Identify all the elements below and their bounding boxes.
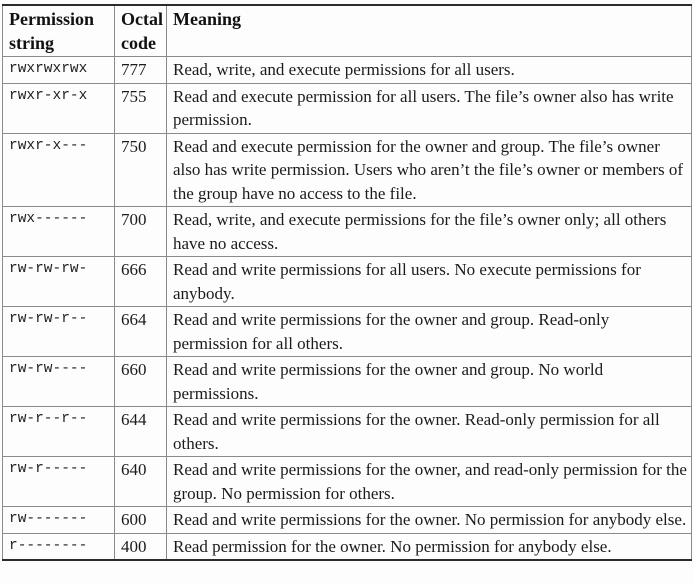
table-row <box>3 507 692 534</box>
octal-code-cell: 777 <box>115 57 167 84</box>
permission-string-cell: rwxrwxrwx <box>3 57 115 84</box>
permission-string-cell: rw-rw---- <box>3 357 115 407</box>
table-row <box>3 83 692 133</box>
octal-code-cell: 755 <box>115 83 167 133</box>
octal-code-cell: 400 <box>115 533 167 560</box>
octal-code-cell: 700 <box>115 207 167 257</box>
column-header-permission-string: Permission string <box>3 5 115 57</box>
permission-string-cell: rwxr-xr-x <box>3 83 115 133</box>
permission-string-cell: rw------- <box>3 507 115 534</box>
table-row <box>3 407 692 457</box>
table-row <box>3 457 692 507</box>
permission-string-cell: rw-r----- <box>3 457 115 507</box>
meaning-cell: Read and write permissions for the owner and group. No world permissions. <box>167 357 692 407</box>
octal-code-cell: 750 <box>115 133 167 207</box>
octal-code-cell: 640 <box>115 457 167 507</box>
octal-code-cell: 644 <box>115 407 167 457</box>
octal-code-cell: 660 <box>115 357 167 407</box>
meaning-cell: Read and write permissions for the owner, and read-only permission for the group. No permission for others. <box>167 457 692 507</box>
table-row <box>3 133 692 207</box>
meaning-cell: Read and write permissions for the owner. Read-only permission for all others. <box>167 407 692 457</box>
meaning-cell: Read, write, and execute permissions for all users. <box>167 57 692 84</box>
header-row <box>3 5 692 57</box>
permission-string-cell: rw-rw-rw- <box>3 257 115 307</box>
table-row <box>3 57 692 84</box>
octal-code-cell: 666 <box>115 257 167 307</box>
permission-string-cell: rwx------ <box>3 207 115 257</box>
column-header-meaning: Meaning <box>167 5 692 57</box>
meaning-cell: Read and write permissions for the owner and group. Read-only permission for all others. <box>167 307 692 357</box>
permission-string-cell: rwxr-x--- <box>3 133 115 207</box>
permission-string-cell: rw-rw-r-- <box>3 307 115 357</box>
table-row <box>3 533 692 560</box>
table-row <box>3 357 692 407</box>
meaning-cell: Read and execute permission for the owner and group. The file’s owner also has write permission. Users who aren’t the file’s owner or members of the group have no access to the file. <box>167 133 692 207</box>
permissions-table-header <box>3 5 692 57</box>
meaning-cell: Read permission for the owner. No permission for anybody else. <box>167 533 692 560</box>
octal-code-cell: 600 <box>115 507 167 534</box>
meaning-cell: Read and execute permission for all users. The file’s owner also has write permission. <box>167 83 692 133</box>
column-header-octal-code: Octal code <box>115 5 167 57</box>
table-row <box>3 207 692 257</box>
permission-string-cell: rw-r--r-- <box>3 407 115 457</box>
table-row <box>3 257 692 307</box>
permissions-table-body <box>3 57 692 561</box>
octal-code-cell: 664 <box>115 307 167 357</box>
meaning-cell: Read and write permissions for all users. No execute permissions for anybody. <box>167 257 692 307</box>
permissions-table <box>2 4 692 561</box>
meaning-cell: Read, write, and execute permissions for the file’s owner only; all others have no access. <box>167 207 692 257</box>
permission-string-cell: r-------- <box>3 533 115 560</box>
table-row <box>3 307 692 357</box>
meaning-cell: Read and write permissions for the owner. No permission for anybody else. <box>167 507 692 534</box>
